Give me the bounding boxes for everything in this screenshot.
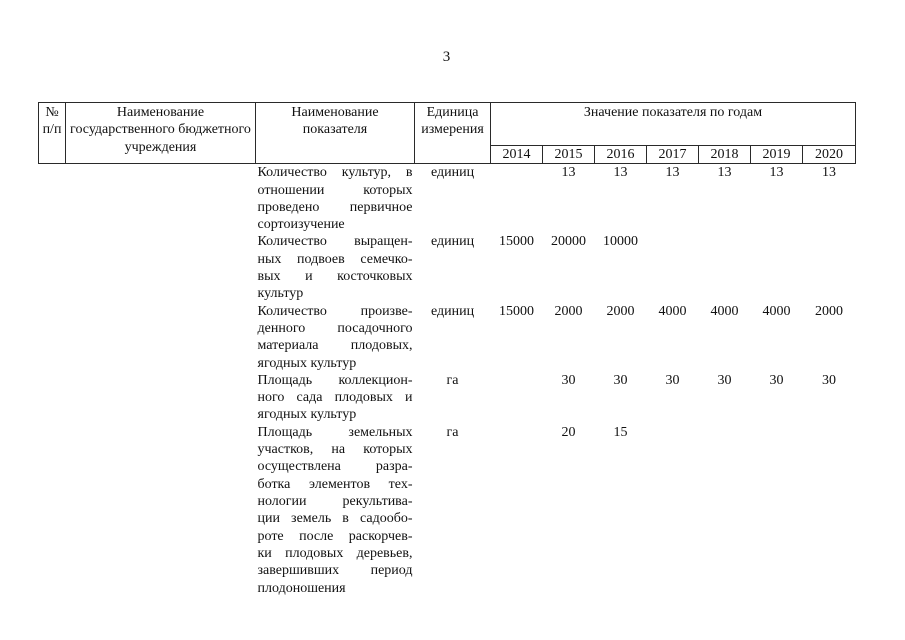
indicator-name-line: осуществлена разра- xyxy=(257,459,413,475)
value-cell-2015: 30 xyxy=(561,372,576,388)
value-cell-2017 xyxy=(647,424,699,599)
value-cell-2020 xyxy=(803,233,856,302)
unit-cell: единиц xyxy=(430,234,475,250)
indicator-name-line: ягодных культур xyxy=(257,407,357,423)
row-institution-cell xyxy=(66,303,256,372)
header-year: 2016 xyxy=(595,146,647,164)
value-cell-2019: 13 xyxy=(769,165,784,181)
indicator-name-line: Площадь коллекцион- xyxy=(257,372,413,388)
table-row xyxy=(39,233,856,302)
value-cell-2020: 30 xyxy=(822,372,836,388)
value-cell-2014: 15000 xyxy=(499,303,534,319)
value-cell-2017: 30 xyxy=(665,372,680,388)
value-cell-2014 xyxy=(491,164,543,234)
header-institution: Наименование государственного бюджетного учреждения xyxy=(66,103,256,164)
value-cell-2019: 4000 xyxy=(762,303,791,319)
row-number-cell xyxy=(39,164,66,234)
value-cell-2014 xyxy=(491,424,543,599)
indicator-name-line: ботка элементов тех- xyxy=(257,476,413,492)
value-cell-2017 xyxy=(647,233,699,302)
row-institution-cell xyxy=(66,233,256,302)
header-values-by-year: Значение показателя по годам xyxy=(491,103,856,146)
value-cell-2018: 30 xyxy=(717,372,732,388)
indicator-name-cell xyxy=(256,372,415,424)
value-cell-2020: 13 xyxy=(822,165,836,181)
indicator-name-line: участков, на которых xyxy=(257,442,413,458)
indicator-name-cell xyxy=(256,164,415,234)
table-row xyxy=(39,303,856,372)
header-year: 2017 xyxy=(647,146,699,164)
indicator-name-cell xyxy=(256,233,415,302)
row-number-cell xyxy=(39,424,66,599)
value-cell-2019 xyxy=(751,233,803,302)
value-cell-2018 xyxy=(699,424,751,599)
value-cell-2018: 4000 xyxy=(710,303,739,319)
header-num: № п/п xyxy=(39,103,66,164)
table-header xyxy=(39,103,856,164)
table-row xyxy=(39,372,856,424)
value-cell-2019: 30 xyxy=(769,372,784,388)
indicators-table xyxy=(38,102,856,599)
value-cell-2020: 2000 xyxy=(815,303,843,319)
value-cell-2018 xyxy=(699,233,751,302)
value-cell-2020 xyxy=(803,424,856,599)
indicator-name-line: Площадь земельных xyxy=(257,424,413,440)
header-year: 2020 xyxy=(803,146,856,164)
header-indicator: Наименование показателя xyxy=(256,103,415,164)
header-year: 2018 xyxy=(699,146,751,164)
value-cell-2015: 20 xyxy=(561,424,576,440)
indicator-name-line: нологии рекультива- xyxy=(257,494,413,510)
indicator-name-line: Количество выращен- xyxy=(257,234,413,250)
value-cell-2014: 15000 xyxy=(499,234,534,250)
unit-cell: единиц xyxy=(430,165,475,181)
unit-cell: га xyxy=(446,372,459,388)
indicator-name-line: материала плодовых, xyxy=(257,338,413,354)
indicator-name-line: ции земель в садообо- xyxy=(257,511,413,527)
row-institution-cell xyxy=(66,424,256,599)
header-year: 2014 xyxy=(491,146,543,164)
indicator-name-line: роте после раскорчев- xyxy=(257,528,413,544)
value-cell-2016: 15 xyxy=(613,424,628,440)
header-year: 2019 xyxy=(751,146,803,164)
row-number-cell xyxy=(39,303,66,372)
table-row xyxy=(39,424,856,599)
indicator-name-line: ных подвоев семечко- xyxy=(257,251,413,267)
value-cell-2015: 20000 xyxy=(551,234,586,250)
value-cell-2016: 13 xyxy=(613,165,628,181)
row-number-cell xyxy=(39,233,66,302)
indicator-name-line: Количество культур, в xyxy=(257,165,413,181)
value-cell-2016: 2000 xyxy=(606,303,635,319)
value-cell-2014 xyxy=(491,372,543,424)
table-row xyxy=(39,164,856,234)
table-body xyxy=(39,164,856,599)
row-institution-cell xyxy=(66,372,256,424)
value-cell-2016: 10000 xyxy=(603,234,638,250)
indicator-name-line: вых и косточковых xyxy=(257,269,413,285)
value-cell-2017: 13 xyxy=(665,165,680,181)
row-institution-cell xyxy=(66,164,256,234)
row-number-cell xyxy=(39,372,66,424)
indicator-name-line: ягодных культур xyxy=(257,355,357,371)
indicator-name-line: культур xyxy=(257,286,304,302)
indicator-name-line: сортоизучение xyxy=(257,217,345,233)
header-unit: Единица измерения xyxy=(415,103,491,164)
indicator-name-line: ного сада плодовых и xyxy=(257,390,413,406)
value-cell-2015: 2000 xyxy=(554,303,583,319)
indicator-name-line: отношении которых xyxy=(257,182,413,198)
indicator-name-line: Количество произве- xyxy=(257,303,413,319)
indicator-name-line: денного посадочного xyxy=(257,320,413,336)
unit-cell: единиц xyxy=(430,303,475,319)
value-cell-2018: 13 xyxy=(717,165,732,181)
indicator-name-line: ки плодовых деревьев, xyxy=(257,545,413,561)
header-year: 2015 xyxy=(543,146,595,164)
page-number: 3 xyxy=(442,49,451,65)
indicator-name-line: плодоношения xyxy=(257,580,346,596)
indicator-name-line: завершивших период xyxy=(257,563,413,579)
value-cell-2016: 30 xyxy=(613,372,628,388)
value-cell-2017: 4000 xyxy=(658,303,687,319)
indicator-name-line: проведено первичное xyxy=(257,199,413,215)
value-cell-2019 xyxy=(751,424,803,599)
indicator-name-cell xyxy=(256,424,415,599)
unit-cell: га xyxy=(446,424,459,440)
indicator-name-cell xyxy=(256,303,415,372)
value-cell-2015: 13 xyxy=(561,165,576,181)
